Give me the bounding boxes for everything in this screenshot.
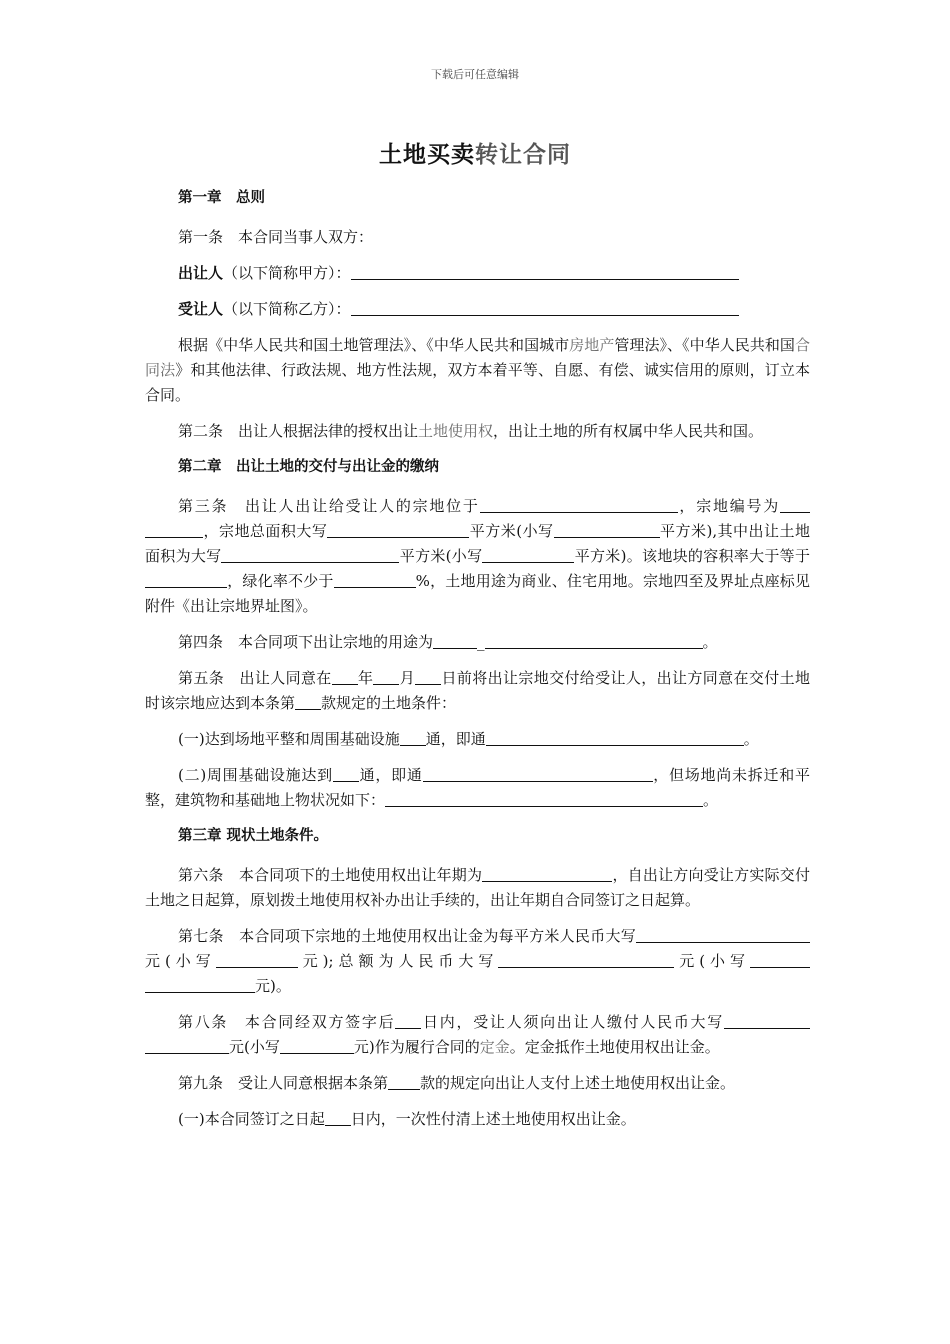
days-blank[interactable] <box>395 1011 421 1029</box>
facilities-count-blank-1[interactable] <box>400 728 426 746</box>
transferor-line: 出让人（以下简称甲方）： <box>145 261 810 286</box>
document-title <box>0 136 950 169</box>
article-7: 第七条 本合同项下宗地的土地使用权出让金为每平方米人民币大写元(小写 元);总额为人民币大写 元(小写元)。 <box>145 924 810 999</box>
month-blank[interactable] <box>373 667 399 685</box>
deposit-words-blank-cont[interactable] <box>145 1036 229 1054</box>
facilities-count-blank-2[interactable] <box>333 764 359 782</box>
article-9: 第九条 受让人同意根据本条第 款的规定向出让人支付上述土地使用权出让金。 <box>178 1074 736 1092</box>
term-blank[interactable] <box>482 864 612 882</box>
buildings-status-blank[interactable] <box>385 789 703 807</box>
article-2: 第二条 出让人根据法律的授权出让土地使用权，出让土地的所有权属中华人民共和国。 <box>178 422 764 440</box>
download-note: 下载后可任意编辑 <box>431 68 519 81</box>
condition-1: (一)达到场地平整和周围基础设施 通，即通 。 <box>178 730 759 748</box>
transferee-blank[interactable] <box>351 298 739 316</box>
use-blank-1[interactable] <box>433 631 477 649</box>
deposit-words-blank[interactable] <box>724 1011 810 1029</box>
transferee-line: 受让人（以下简称乙方）： <box>145 297 810 322</box>
article-4: 第四条 本合同项下出让宗地的用途为 _ 。 <box>178 633 718 651</box>
payment-clause-blank[interactable] <box>388 1072 420 1090</box>
total-words-blank[interactable] <box>498 950 674 968</box>
use-blank-2[interactable] <box>485 631 703 649</box>
plot-ratio-blank[interactable] <box>145 570 227 588</box>
chapter-2-heading: 第二章 出让土地的交付与出让金的缴纳 <box>178 459 439 475</box>
article-1: 第一条 本合同当事人双方： <box>178 228 374 246</box>
year-blank[interactable] <box>332 667 358 685</box>
facilities-list-blank-1[interactable] <box>486 728 744 746</box>
contract-body <box>145 186 810 1143</box>
payment-option-1: (一)本合同签订之日起 日内，一次性付清上述土地使用权出让金。 <box>178 1110 636 1128</box>
transfer-area-words-blank[interactable] <box>221 545 399 563</box>
parcel-no-blank[interactable] <box>780 495 810 513</box>
green-rate-blank[interactable] <box>334 570 416 588</box>
facilities-list-blank-2[interactable] <box>423 764 653 782</box>
transfer-area-digits-blank[interactable] <box>482 545 574 563</box>
real-estate-link[interactable]: 房地产 <box>569 336 615 354</box>
chapter-1-heading: 第一章 总则 <box>178 190 265 206</box>
deposit-link[interactable]: 定金 <box>479 1038 510 1056</box>
basis-paragraph: 根据《中华人民共和国土地管理法》、《中华人民共和国城市房地产管理法》、《中华人民共和国合同法》和其他法律、行政法规、地方性法规，双方本着平等、自愿、有偿、诚实信用的原则，订立本合同。 <box>145 336 810 404</box>
unit-price-digits-blank[interactable] <box>216 950 298 968</box>
total-digits-blank[interactable] <box>750 950 810 968</box>
article-3: 第三条 出让人出让给受让人的宗地位于 ，宗地编号为，宗地总面积大写 平方米(小写 平方米),其中出让土地面积为大写 平方米(小写 平方米)。该地块的容积率大于等于，绿化率不少于 %，土地用途为商业、住宅用地。宗地四至及界址点座标见附件《出让宗地界址图》。 <box>145 497 810 615</box>
chapter-3-heading: 第三章 现状土地条件。 <box>178 828 329 844</box>
unit-price-words-blank-cont[interactable] <box>762 925 810 943</box>
article-5: 第五条 出让人同意在 年 月 日前将出让宗地交付给受让人，出让方同意在交付土地时该宗地应达到本条第 款规定的土地条件： <box>145 669 810 712</box>
land-use-right-link[interactable]: 土地使用权 <box>418 422 494 440</box>
transferor-blank[interactable] <box>351 262 739 280</box>
condition-2: (二)周围基础设施达到 通，即通 ，但场地尚未拆迁和平整，建筑物和基础地上物状况如下： 。 <box>145 766 810 809</box>
title-part-1: 土地买卖 <box>379 142 475 168</box>
total-area-digits-blank[interactable] <box>554 520 660 538</box>
contract-law-link[interactable]: 合同法 <box>145 336 810 379</box>
total-digits-blank-cont[interactable] <box>145 975 255 993</box>
payment-days-blank[interactable] <box>325 1108 351 1126</box>
total-area-words-blank[interactable] <box>327 520 469 538</box>
clause-blank[interactable] <box>295 692 321 710</box>
title-part-2: 转让合同 <box>475 142 571 168</box>
day-blank[interactable] <box>415 667 441 685</box>
parcel-no-blank-cont[interactable] <box>145 520 203 538</box>
location-blank[interactable] <box>480 495 678 513</box>
article-8: 第八条 本合同经双方签字后 日内，受让人须向出让人缴付人民币大写元(小写 元)作为履行合同的定金。定金抵作土地使用权出让金。 <box>145 1010 810 1060</box>
unit-price-words-blank[interactable] <box>636 925 762 943</box>
article-6: 第六条 本合同项下的土地使用权出让年期为 ，自出让方向受让方实际交付土地之日起算，原划拨土地使用权补办出让手续的，出让年期自合同签订之日起算。 <box>145 866 810 909</box>
deposit-digits-blank[interactable] <box>280 1036 354 1054</box>
